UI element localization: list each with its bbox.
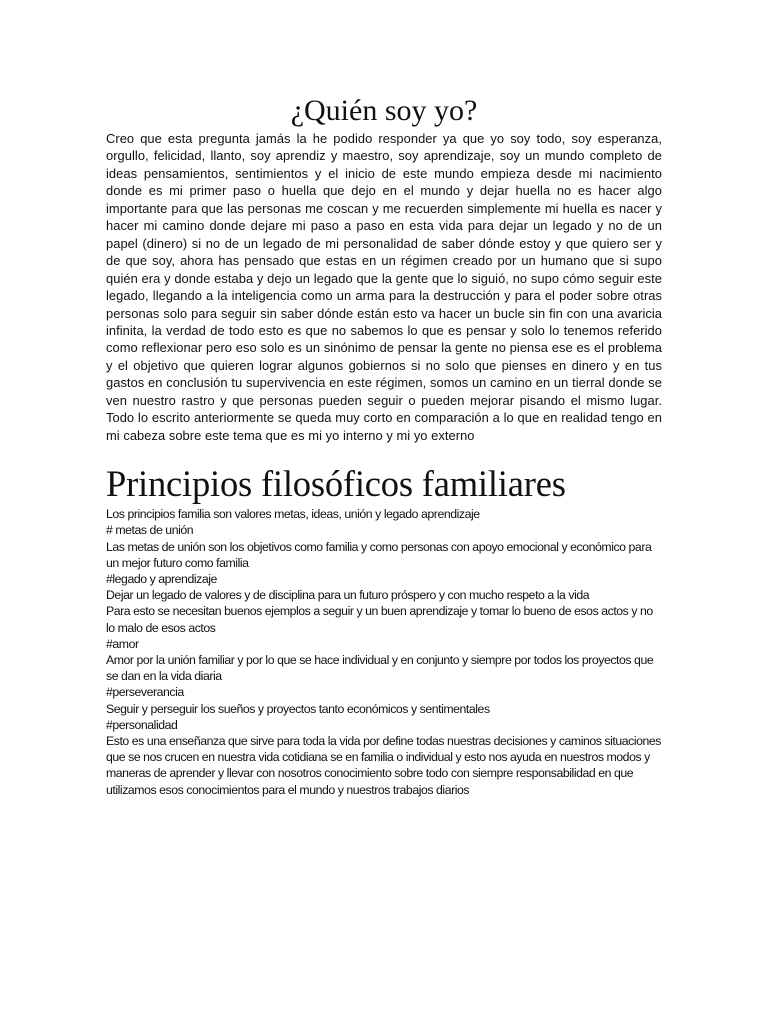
- document-page: [106, 92, 662, 798]
- section-title-principios: Principios filosóficos familiares: [106, 463, 566, 505]
- section-paragraph-quien-soy-yo: Creo que esta pregunta jamás la he podido responder ya que yo soy todo, soy esperanza, orgullo, felicidad, llanto, soy aprendiz y maestro, soy aprendizaje, soy un mundo completo de ideas pensamientos, sentimientos y el inicio de este mundo empieza desde mi nacimiento donde es mi primer paso o huella que dejo en el mundo y dejar huella no es hacer algo importante para que las personas me coscan y me recuerden simplemente mi huella es nacer y hacer mi camino donde dejare mi paso a paso en esta vida para dejar un legado y no de un papel (dinero) si no de un legado de mi personalidad de saber dónde estoy y que quiero ser y de que soy, ahora has pensado que estas en un régimen creado por un humano que si supo quién era y donde estaba y dejo un legado que la gente que lo siguió, no supo cómo seguir este legado, llegando a la inteligencia como un arma para la destrucción y para el poder sobre otras personas solo para seguir sin saber dónde están esto va hacer un bucle sin fin con una avaricia infinita, la verdad de todo esto es que no sabemos lo que es pensar y solo lo tenemos referido como reflexionar pero eso solo es un sinónimo de pensar la gente no piensa ese es el problema y el objetivo que quieren lograr algunos gobiernos si no solo que pienses en dinero y en tus gastos en conclusión tu supervivencia en este régimen, somos un camino en un tierral donde se ven nuestro rastro y que personas pueden seguir o pueden mejorar pisando el mismo lugar. Todo lo escrito anteriormente se queda muy corto en comparación a lo que en realidad tengo en mi cabeza sobre este tema que es mi yo interno y mi yo externo: [106, 131, 662, 443]
- metas-de-union-text: Las metas de unión son los objetivos como familia y como personas con apoyo emocional y económico para un mejor futuro como familia: [106, 539, 652, 570]
- section-title-quien-soy-yo: ¿Quién soy yo?: [290, 94, 478, 127]
- hashtag-amor: #amor: [106, 636, 139, 651]
- principios-intro: Los principios familia son valores metas, ideas, unión y legado aprendizaje: [106, 507, 480, 522]
- hashtag-personalidad: #personalidad: [106, 717, 178, 732]
- amor-text: Amor por la unión familiar y por lo que se hace individual y en conjunto y siempre por todos los proyectos que se dan en la vida diaria: [106, 652, 654, 684]
- legado-ejemplos-text: Para esto se necesitan buenos ejemplos a seguir y un buen aprendizaje y tomar lo bueno de esos actos y no lo malo de esos actos: [106, 604, 653, 635]
- hashtag-metas-de-union: # metas de unión: [106, 523, 194, 538]
- legado-text: Dejar un legado de valores y de disciplina para un futuro próspero y con mucho respeto a la vida: [106, 588, 590, 603]
- hashtag-perseverancia: #perseverancia: [106, 685, 184, 700]
- perseverancia-text: Seguir y perseguir los sueños y proyectos tanto económicos y sentimentales: [106, 701, 490, 716]
- principios-body: [106, 506, 662, 798]
- hashtag-legado-y-aprendizaje: #legado y aprendizaje: [106, 571, 217, 586]
- personalidad-text: Esto es una enseñanza que sirve para toda la vida por define todas nuestras decisiones y caminos situaciones que se nos crucen en nuestra vida cotidiana se en familia o individual y esto nos ayuda en nuestros modos y maneras de aprender y llevar con nosotros conocimiento sobre todo con siempre responsabilidad en que utilizamos esos conocimientos para el mundo y nuestros trabajos diarios: [106, 734, 661, 797]
